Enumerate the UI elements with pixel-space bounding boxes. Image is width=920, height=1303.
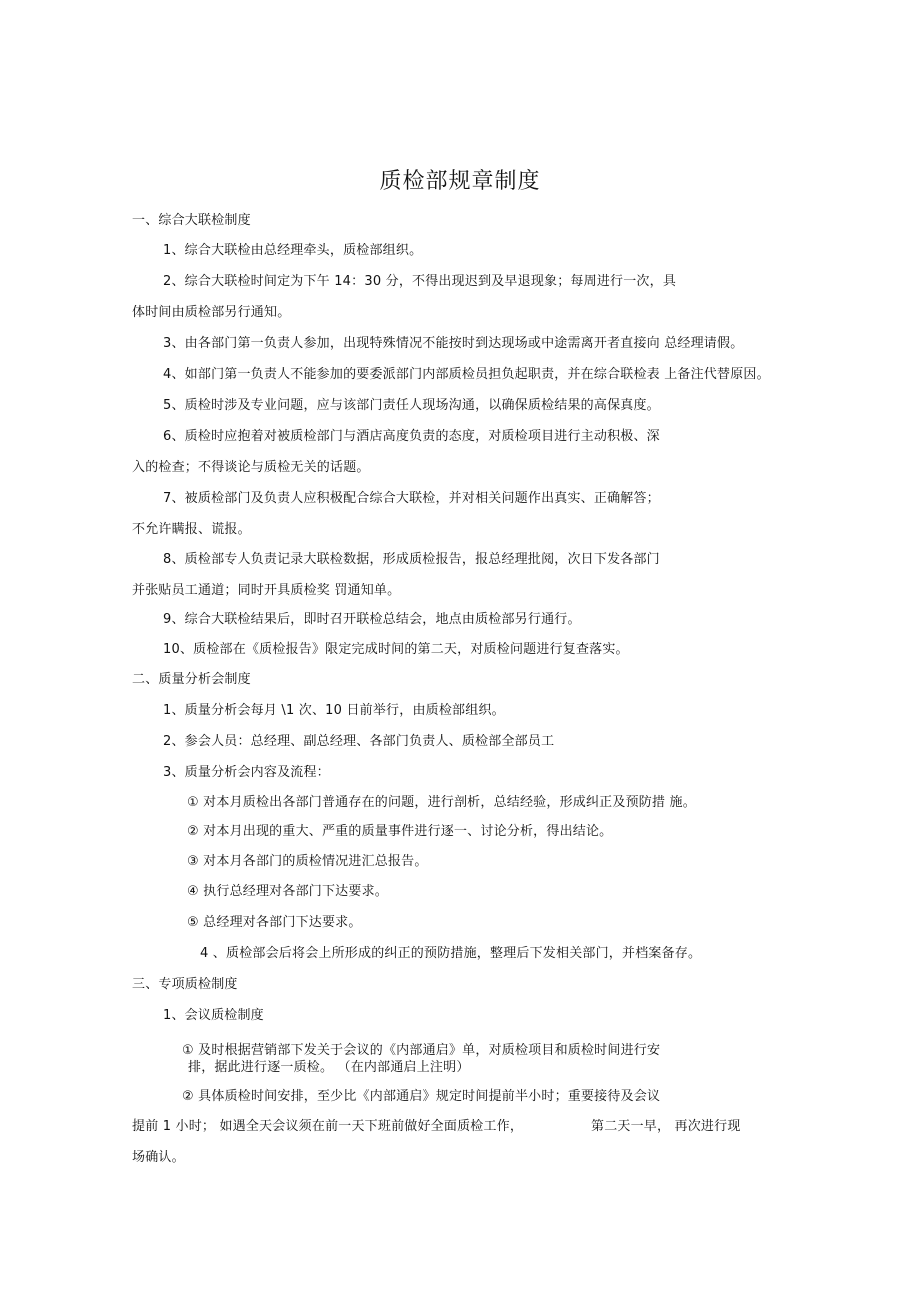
paragraph-1-4: 4、如部门第一负责人不能参加的要委派部门内部质检员担负起职责，并在综合联检表 上备注代替原因。 bbox=[163, 367, 770, 382]
paragraph-1-10: 10、质检部在《质检报告》限定完成时间的第二天，对质检问题进行复查落实。 bbox=[163, 642, 629, 657]
paragraph-2-4: 4 、质检部会后将会上所形成的纠正的预防措施，整理后下发相关部门，并档案备存。 bbox=[200, 946, 702, 961]
paragraph-1-8b: 并张贴员工通道；同时开具质检奖 罚通知单。 bbox=[132, 583, 401, 598]
paragraph-2-3-3: ③ 对本月各部门的质检情况进汇总报告。 bbox=[187, 854, 428, 869]
paragraph-2-3-2: ② 对本月出现的重大、严重的质量事件进行逐一、讨论分析，得出结论。 bbox=[187, 824, 613, 839]
paragraph-1-6b: 入的检查；不得谈论与质检无关的话题。 bbox=[132, 460, 370, 475]
paragraph-3-1-1a: ① 及时根据营销部下发关于会议的《内部通启》单，对质检项目和质检时间进行安 bbox=[182, 1043, 661, 1058]
section-heading-3: 三、专项质检制度 bbox=[132, 977, 238, 992]
paragraph-1-6a: 6、质检时应抱着对被质检部门与酒店高度负责的态度，对质检项目进行主动积极、深 bbox=[163, 429, 660, 444]
paragraph-1-7b: 不允许瞒报、谎报。 bbox=[132, 522, 251, 537]
paragraph-3-1-1b: 排，据此进行逐一质检。 （在内部通启上注明） bbox=[188, 1060, 470, 1075]
paragraph-1-8a: 8、质检部专人负责记录大联检数据，形成质检报告，报总经理批阅，次日下发各部门 bbox=[163, 552, 660, 567]
section-heading-2: 二、质量分析会制度 bbox=[132, 672, 251, 687]
paragraph-1-2b: 体时间由质检部另行通知。 bbox=[132, 305, 291, 320]
section-heading-1: 一、综合大联检制度 bbox=[132, 213, 251, 228]
paragraph-3-1: 1、会议质检制度 bbox=[163, 1008, 264, 1023]
paragraph-2-1: 1、质量分析会每月 \1 次、10 日前举行，由质检部组织。 bbox=[163, 703, 505, 718]
paragraph-1-2a: 2、综合大联检时间定为下午 14：30 分，不得出现迟到及早退现象；每周进行一次，具 bbox=[163, 274, 677, 289]
paragraph-1-3: 3、由各部门第一负责人参加，出现特殊情况不能按时到达现场或中途需离开者直接向 总经理请假。 bbox=[163, 336, 744, 351]
paragraph-1-9: 9、综合大联检结果后，即时召开联检总结会，地点由质检部另行通行。 bbox=[163, 612, 581, 627]
paragraph-3-1-2: ② 具体质检时间安排，至少比《内部通启》规定时间提前半小时；重要接待及会议 bbox=[182, 1089, 661, 1104]
paragraph-1-7a: 7、被质检部门及负责人应积极配合综合大联检，并对相关问题作出真实、正确解答； bbox=[163, 491, 660, 506]
paragraph-1-1: 1、综合大联检由总经理牵头，质检部组织。 bbox=[163, 243, 423, 258]
paragraph-2-3-4: ④ 执行总经理对各部门下达要求。 bbox=[187, 884, 388, 899]
paragraph-3-1-2-cont-a: 提前 1 小时； 如遇全天会议须在前一天下班前做好全面质检工作， bbox=[132, 1119, 524, 1134]
paragraph-2-2: 2、参会人员：总经理、副总经理、各部门负责人、质检部全部员工 bbox=[163, 734, 555, 749]
paragraph-2-3-1: ① 对本月质检出各部门普通存在的问题，进行剖析，总结经验，形成纠正及预防措 施。 bbox=[187, 795, 696, 810]
paragraph-2-3: 3、质量分析会内容及流程： bbox=[163, 765, 330, 780]
paragraph-3-1-2-end: 场确认。 bbox=[132, 1150, 185, 1165]
paragraph-2-3-5: ⑤ 总经理对各部门下达要求。 bbox=[187, 915, 362, 930]
page-title: 质检部规章制度 bbox=[379, 169, 541, 194]
paragraph-3-1-2-cont-b: 第二天一早， 再次进行现 bbox=[591, 1119, 741, 1134]
paragraph-1-5: 5、质检时涉及专业问题，应与该部门责任人现场沟通，以确保质检结果的高保真度。 bbox=[163, 398, 660, 413]
